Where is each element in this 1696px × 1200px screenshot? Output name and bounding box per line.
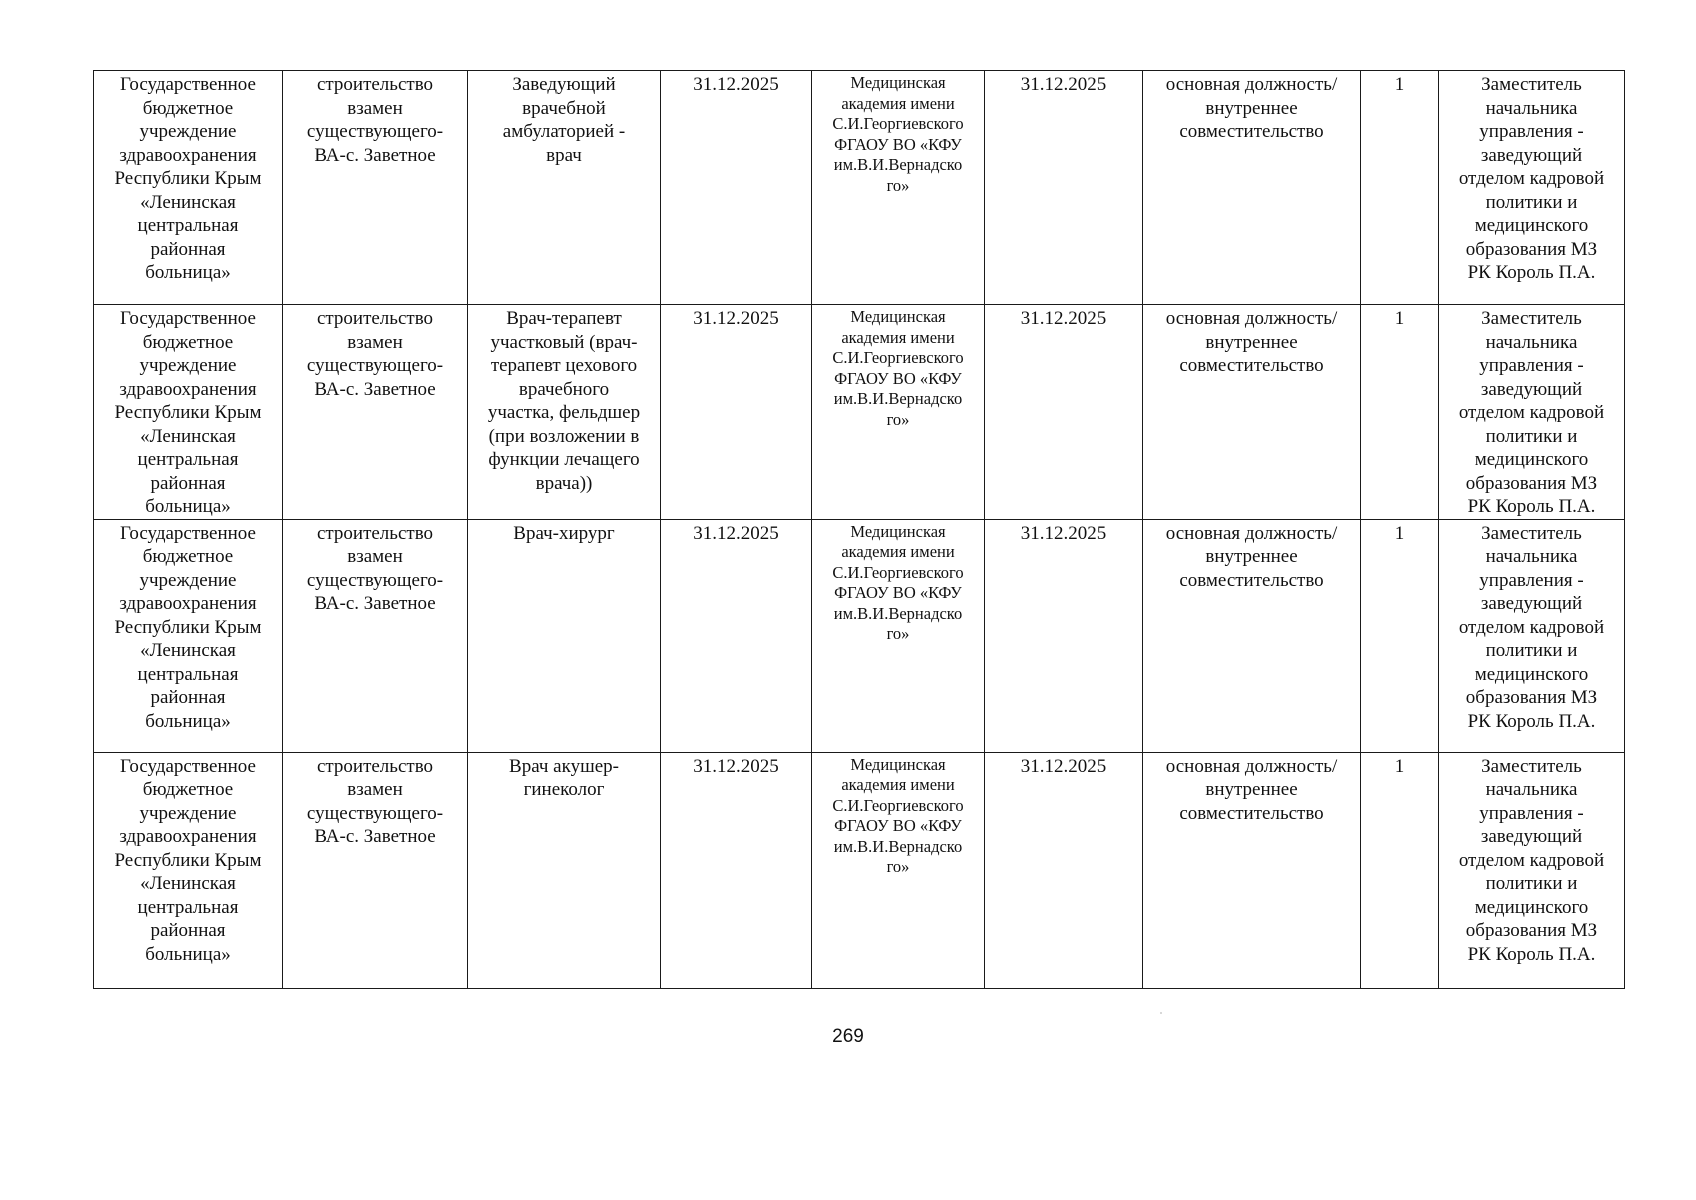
page-number: 269	[832, 1026, 864, 1047]
employment-type-cell: основная должность/ внутреннее совместительство	[1143, 71, 1361, 305]
academy-cell: Медицинская академия имени С.И.Георгиевского ФГАОУ ВО «КФУ им.В.И.Вернадско го»	[812, 752, 985, 988]
deadline-date-cell: 31.12.2025	[661, 305, 812, 520]
reason-cell: строительство взамен существующего- ВА-с. Заветное	[283, 71, 468, 305]
reason-cell: строительство взамен существующего- ВА-с. Заветное	[283, 519, 468, 752]
deadline-date-cell: 31.12.2025	[661, 752, 812, 988]
position-cell: Врач акушер- гинеколог	[468, 752, 661, 988]
staffing-plan-table	[93, 70, 1625, 989]
completion-date-cell: 31.12.2025	[985, 71, 1143, 305]
employment-type-cell: основная должность/ внутреннее совместительство	[1143, 305, 1361, 520]
responsible-cell: Заместитель начальника управления - заведующий отделом кадровой политики и медицинского образования МЗ РК Король П.А.	[1439, 519, 1625, 752]
table-row	[94, 752, 1625, 988]
scan-artifact	[1160, 1012, 1162, 1014]
count-cell: 1	[1361, 752, 1439, 988]
org-cell: Государственное бюджетное учреждение здравоохранения Республики Крым «Ленинская центральная районная больница»	[94, 519, 283, 752]
responsible-cell: Заместитель начальника управления - заведующий отделом кадровой политики и медицинского образования МЗ РК Король П.А.	[1439, 752, 1625, 988]
employment-type-cell: основная должность/ внутреннее совместительство	[1143, 752, 1361, 988]
responsible-cell: Заместитель начальника управления - заведующий отделом кадровой политики и медицинского образования МЗ РК Король П.А.	[1439, 71, 1625, 305]
table-row	[94, 305, 1625, 520]
academy-cell: Медицинская академия имени С.И.Георгиевского ФГАОУ ВО «КФУ им.В.И.Вернадско го»	[812, 519, 985, 752]
org-cell: Государственное бюджетное учреждение здравоохранения Республики Крым «Ленинская центральная районная больница»	[94, 752, 283, 988]
academy-cell: Медицинская академия имени С.И.Георгиевского ФГАОУ ВО «КФУ им.В.И.Вернадско го»	[812, 71, 985, 305]
table-row	[94, 519, 1625, 752]
employment-type-cell: основная должность/ внутреннее совместительство	[1143, 519, 1361, 752]
count-cell: 1	[1361, 305, 1439, 520]
count-cell: 1	[1361, 71, 1439, 305]
completion-date-cell: 31.12.2025	[985, 752, 1143, 988]
reason-cell: строительство взамен существующего- ВА-с. Заветное	[283, 305, 468, 520]
reason-cell: строительство взамен существующего- ВА-с. Заветное	[283, 752, 468, 988]
deadline-date-cell: 31.12.2025	[661, 71, 812, 305]
responsible-cell: Заместитель начальника управления - заведующий отделом кадровой политики и медицинского образования МЗ РК Король П.А.	[1439, 305, 1625, 520]
position-cell: Врач-хирург	[468, 519, 661, 752]
completion-date-cell: 31.12.2025	[985, 305, 1143, 520]
academy-cell: Медицинская академия имени С.И.Георгиевского ФГАОУ ВО «КФУ им.В.И.Вернадско го»	[812, 305, 985, 520]
table-row	[94, 71, 1625, 305]
count-cell: 1	[1361, 519, 1439, 752]
position-cell: Врач-терапевт участковый (врач- терапевт цехового врачебного участка, фельдшер (при возложении в функции лечащего врача))	[468, 305, 661, 520]
org-cell: Государственное бюджетное учреждение здравоохранения Республики Крым «Ленинская центральная районная больница»	[94, 305, 283, 520]
completion-date-cell: 31.12.2025	[985, 519, 1143, 752]
deadline-date-cell: 31.12.2025	[661, 519, 812, 752]
org-cell: Государственное бюджетное учреждение здравоохранения Республики Крым «Ленинская центральная районная больница»	[94, 71, 283, 305]
position-cell: Заведующий врачебной амбулаторией - врач	[468, 71, 661, 305]
